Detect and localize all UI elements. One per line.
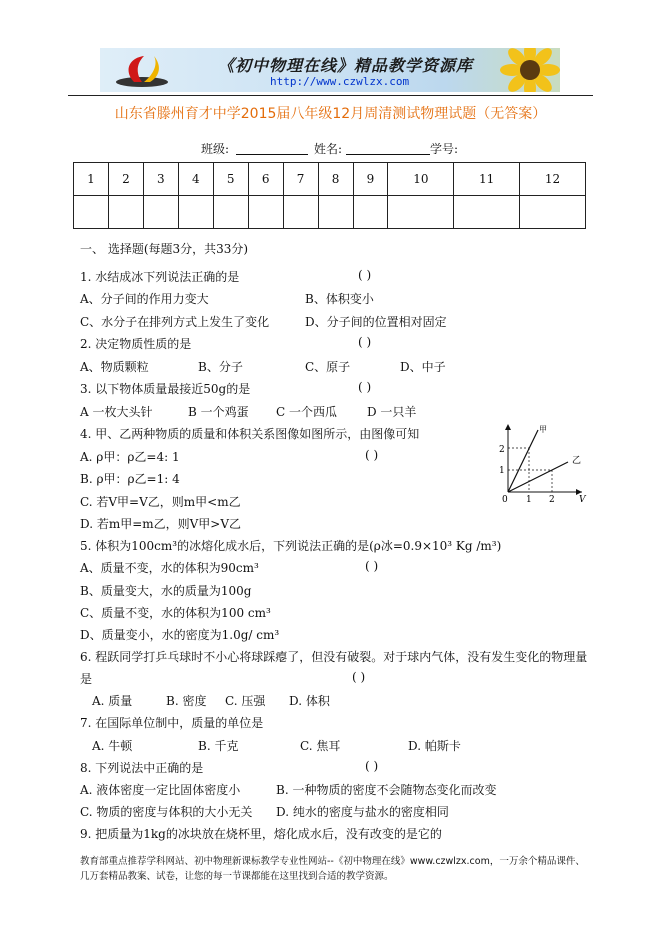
x-tick-1: 1 — [526, 495, 532, 505]
answer-number-cell: 7 — [283, 163, 318, 196]
answer-bracket: ( ) — [365, 559, 379, 573]
class-label: 班级: — [201, 142, 230, 156]
mass-volume-graph — [488, 420, 588, 506]
answer-bracket: ( ) — [358, 335, 372, 349]
y-tick-1: 1 — [499, 466, 505, 476]
option-a: A. 牛顿 — [92, 739, 133, 753]
option-b: B、分子 — [198, 360, 243, 374]
option-c: C 一个西瓜 — [276, 405, 337, 419]
answer-cell[interactable] — [353, 196, 388, 229]
answer-bracket: ( ) — [352, 670, 366, 684]
class-blank[interactable] — [236, 142, 308, 155]
question-stem: 6. 程跃同学打乒乓球时不小心将球踩瘪了，但没有破裂。对于球内气体，没有发生变化的物理量 — [80, 650, 588, 664]
answer-bracket: ( ) — [358, 268, 372, 282]
option-d: D、质量变小，水的密度为1.0g/ cm³ — [80, 628, 280, 642]
answer-table — [73, 162, 586, 229]
x-axis-label: V — [579, 495, 586, 505]
question-stem: 5. 体积为100cm³的冰熔化成水后，下列说法正确的是(ρ冰=0.9×10³ Kg /m³) — [80, 539, 502, 553]
option-d: D. 纯水的密度与盐水的密度相同 — [276, 805, 449, 819]
header-rule — [68, 95, 593, 96]
answer-cell[interactable] — [318, 196, 353, 229]
sunflower-icon — [486, 48, 560, 92]
answer-cell[interactable] — [108, 196, 143, 229]
footer-line-2: 几万套精品教案、试卷，让您的每一节课都能在这里找到合适的教学资源。 — [80, 871, 394, 882]
question-stem-continued: 是 — [80, 672, 93, 686]
option-d: D. 帕斯卡 — [408, 739, 461, 753]
answer-cell[interactable] — [213, 196, 248, 229]
option-a: A、分子间的作用力变大 — [80, 292, 209, 306]
banner-url: http://www.czwlzx.com — [270, 75, 410, 88]
option-b: B. ρ甲：ρ乙=1: 4 — [80, 472, 180, 486]
option-b: B 一个鸡蛋 — [188, 405, 249, 419]
question-stem: 8. 下列说法中正确的是 — [80, 761, 204, 775]
option-a: A、质量不变，水的体积为90cm³ — [80, 561, 259, 575]
answer-cell[interactable] — [178, 196, 213, 229]
answer-number-cell: 10 — [388, 163, 454, 196]
option-c: C、质量不变，水的体积为100 cm³ — [80, 606, 271, 620]
option-d: D 一只羊 — [367, 405, 417, 419]
answer-number-cell: 1 — [74, 163, 109, 196]
section-heading: 一、 选择题(每题3分，共33分) — [80, 242, 249, 256]
y-axis-arrow — [505, 424, 511, 430]
question-stem: 2. 决定物质性质的是 — [80, 337, 192, 351]
x-tick-2: 2 — [549, 495, 555, 505]
option-a: A. 液体密度一定比固体密度小 — [80, 783, 241, 797]
answer-bracket: ( ) — [365, 759, 379, 773]
question-stem: 7. 在国际单位制中，质量的单位是 — [80, 716, 264, 730]
footer-line-1: 教育部重点推荐学科网站、初中物理新课标教学专业性网站--《初中物理在线》www.czwlzx.com，一万余个精品课件、 — [80, 856, 585, 867]
answer-number-cell: 5 — [213, 163, 248, 196]
name-label: 姓名: — [314, 142, 343, 156]
banner-title: 《初中物理在线》精品教学资源库 — [218, 56, 474, 75]
label-yi: 乙 — [572, 456, 582, 466]
option-b: B. 密度 — [166, 694, 207, 708]
option-d: D. 若m甲=m乙，则V甲>V乙 — [80, 517, 242, 531]
option-c: C. 压强 — [225, 694, 266, 708]
answer-bracket: ( ) — [365, 448, 379, 462]
y-tick-2: 2 — [499, 445, 505, 455]
option-b: B、质量变大，水的质量为100g — [80, 584, 252, 598]
option-d: D、中子 — [400, 360, 446, 374]
option-c: C. 焦耳 — [300, 739, 341, 753]
option-b: B. 一种物质的密度不会随物态变化而改变 — [276, 783, 497, 797]
label-jia: 甲 — [539, 425, 547, 434]
option-a: A 一枚大头针 — [80, 405, 153, 419]
option-c: C、水分子在排列方式上发生了变化 — [80, 315, 270, 329]
site-logo-icon — [114, 52, 170, 88]
answer-table-header-row — [74, 163, 586, 196]
option-d: D、分子间的位置相对固定 — [305, 315, 447, 329]
option-a: A、物质颗粒 — [80, 360, 149, 374]
answer-number-cell: 4 — [178, 163, 213, 196]
answer-cell[interactable] — [248, 196, 283, 229]
question-stem: 3. 以下物体质量最接近50g的是 — [80, 382, 251, 396]
option-d: D. 体积 — [289, 694, 330, 708]
answer-number-cell: 8 — [318, 163, 353, 196]
id-label: 学号: — [430, 142, 459, 156]
answer-number-cell: 3 — [143, 163, 178, 196]
answer-table-blank-row — [74, 196, 586, 229]
document-title: 山东省滕州育才中学2015届八年级12月周清测试物理试题（无答案） — [114, 106, 547, 122]
answer-cell[interactable] — [388, 196, 454, 229]
answer-cell[interactable] — [454, 196, 520, 229]
option-c: C、原子 — [305, 360, 351, 374]
option-c: C. 物质的密度与体积的大小无关 — [80, 805, 253, 819]
question-stem: 1. 水结成冰下列说法正确的是 — [80, 270, 240, 284]
question-stem: 9. 把质量为1kg的冰块放在烧杯里，熔化成水后，没有改变的是它的 — [80, 827, 442, 841]
answer-bracket: ( ) — [358, 380, 372, 394]
answer-cell[interactable] — [520, 196, 586, 229]
line-yi — [508, 462, 568, 492]
answer-number-cell: 11 — [454, 163, 520, 196]
option-a: A. ρ甲：ρ乙=4: 1 — [80, 450, 180, 464]
answer-cell[interactable] — [143, 196, 178, 229]
option-b: B. 千克 — [198, 739, 239, 753]
header-banner — [100, 48, 560, 92]
page-footer — [80, 854, 585, 884]
option-b: B、体积变小 — [305, 292, 374, 306]
question-stem: 4. 甲、乙两种物质的质量和体积关系图像如图所示，由图像可知 — [80, 427, 420, 441]
name-blank[interactable] — [346, 142, 430, 155]
answer-number-cell: 12 — [520, 163, 586, 196]
answer-number-cell: 6 — [248, 163, 283, 196]
answer-cell[interactable] — [74, 196, 109, 229]
option-c: C. 若V甲=V乙，则m甲<m乙 — [80, 495, 241, 509]
answer-cell[interactable] — [283, 196, 318, 229]
line-jia — [508, 430, 538, 492]
answer-number-cell: 9 — [353, 163, 388, 196]
origin-label: 0 — [502, 495, 508, 505]
answer-number-cell: 2 — [108, 163, 143, 196]
option-a: A. 质量 — [92, 694, 133, 708]
